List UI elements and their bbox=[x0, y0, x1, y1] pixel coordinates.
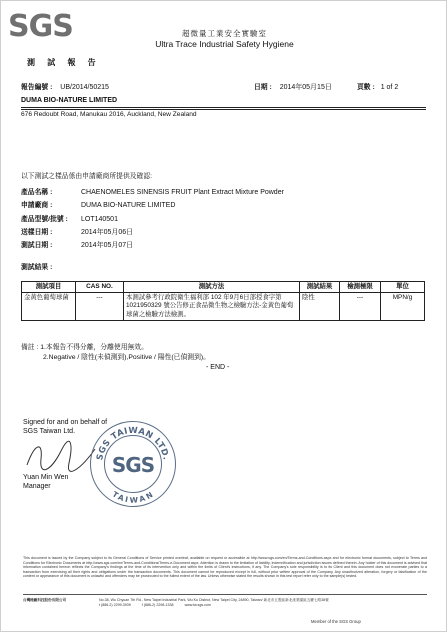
sample-field-value: 2014年05月06日 bbox=[81, 229, 134, 236]
cell-unit: MPN/g bbox=[381, 293, 425, 321]
table-row bbox=[22, 293, 425, 321]
signing-company: SGS Taiwan Ltd. bbox=[23, 428, 76, 435]
sample-field-label: 產品型號/批號 : bbox=[21, 216, 68, 223]
header-result: 測試結果 bbox=[300, 282, 340, 293]
report-page-count: 頁數 : 1 of 2 bbox=[357, 84, 399, 91]
results-table bbox=[21, 281, 425, 321]
results-label: 測試結果 : bbox=[21, 264, 53, 271]
stamp-bottom-text: TAIWAN bbox=[110, 489, 156, 505]
header-test-method: 測試方法 bbox=[124, 282, 300, 293]
header-detection-limit: 檢測極限 bbox=[340, 282, 381, 293]
header-unit: 單位 bbox=[381, 282, 425, 293]
sample-field-value: LOT140501 bbox=[81, 216, 118, 223]
signer-title: Manager bbox=[23, 483, 51, 490]
cell-cas-no: --- bbox=[76, 293, 124, 321]
footer-member: Member of the SGS Group bbox=[311, 619, 361, 624]
signer-name: Yuan Min Wen bbox=[23, 474, 69, 481]
sample-field-label: 測試日期 : bbox=[21, 242, 53, 249]
footer-contact: t (886-2) 2299-3939 f (886-2) 2298-1338 www.tw.sgs.com bbox=[99, 603, 211, 607]
table-header-row bbox=[22, 282, 425, 293]
sample-field-value: DUMA BIO-NATURE LIMITED bbox=[81, 202, 176, 209]
footer-rule bbox=[23, 594, 427, 595]
signature-scribble bbox=[21, 437, 101, 475]
end-mark: - END - bbox=[206, 364, 230, 371]
cell-test-method: 本測試參考行政院衛生福利部 102 年9月6日部授食字第1021950329 號公告修正食品微生物之檢驗方法-金黃色葡萄球菌之檢驗方法檢測。 bbox=[124, 293, 300, 321]
doc-title: 測 試 報 告 bbox=[27, 58, 101, 67]
report-number: 報告編號 : UB/2014/50215 bbox=[21, 84, 109, 91]
footer-address: No.38, Wu Chyuan 7th Rd., New Taipei Industrial Park, Wu Ku District, New Taipei City, 24890, Taiwan/ 新北市五股區新北產業園區五權七路38號 bbox=[99, 598, 329, 602]
header-test-item: 測試項目 bbox=[22, 282, 76, 293]
stamp-top-text: SGS TAIWAN LTD. bbox=[95, 425, 171, 462]
note-1: 備註 : 1.本報告不得分離，分離使用無效。 bbox=[21, 344, 148, 351]
sample-field-label: 申請廠商 : bbox=[21, 202, 53, 209]
client-name: DUMA BIO-NATURE LIMITED bbox=[21, 97, 118, 104]
client-address: 676 Redoubt Road, Manukau 2016, Auckland, New Zealand bbox=[21, 111, 197, 118]
lab-name-en: Ultra Trace Industrial Safety Hygiene bbox=[155, 39, 294, 49]
cell-result: 陰性 bbox=[300, 293, 340, 321]
sample-field-label: 產品名稱 : bbox=[21, 189, 53, 196]
report-date: 日期 : 2014年05月15日 bbox=[254, 84, 332, 91]
svg-text:TAIWAN bbox=[111, 490, 156, 505]
sample-field-value: CHAENOMELES SINENSIS FRUIT Plant Extract Mixture Powder bbox=[81, 189, 284, 196]
cell-detection-limit: --- bbox=[340, 293, 381, 321]
sample-field-value: 2014年05月07日 bbox=[81, 242, 134, 249]
footer-disclaimer: This document is issued by the Company subject to its General Conditions of Service printed overleaf, available on request or accessible at http://www.sgs.com/en/Terms-and-Conditions.aspx and for electronic format documents, subject to Terms and Conditions for Electronic Documents at http://www.sgs.com/en/Terms-and-Conditions/Terms-e-Document.aspx. Attention is drawn to the limitation of liability, indemnification and jurisdiction issues defined therein. Any holder of this document is advised that information contained hereon reflects the Company's findings at the time of its intervention only and within the limits of Client's instructions, if any. The Company's sole responsibility is to its Client and this document does not exonerate parties to a transaction from exercising all their rights and obligations under the transaction documents. This document cannot be reproduced except in full, without prior written approval of the Company. Any unauthorized alteration, forgery or falsification of the content or appearance of this document is unlawful and offenders may be prosecuted to the fullest extent of the law. Unless otherwise stated the results shown in this test report refer only to the sample(s) tested. bbox=[23, 556, 427, 579]
cell-test-item: 金黃色葡萄球菌 bbox=[22, 293, 76, 321]
stamp-center-text: SGS bbox=[111, 453, 155, 477]
note-2: 2.Negative / 陰性(未偵測到),Positive / 陽性(已偵測到)。 bbox=[43, 354, 210, 361]
intro-text: 以下測試之樣品係由申請廠商所提供及確認: bbox=[21, 173, 153, 180]
sample-field-label: 送樣日期 : bbox=[21, 229, 53, 236]
signed-for: Signed for and on behalf of bbox=[23, 419, 108, 426]
lab-name-cn: 超微量工業安全實驗室 bbox=[182, 29, 267, 38]
footer-company-cn: 台灣檢驗科技股份有限公司 bbox=[23, 598, 67, 602]
header-cas-no: CAS NO. bbox=[76, 282, 124, 293]
sgs-logo: SGS bbox=[8, 9, 73, 44]
